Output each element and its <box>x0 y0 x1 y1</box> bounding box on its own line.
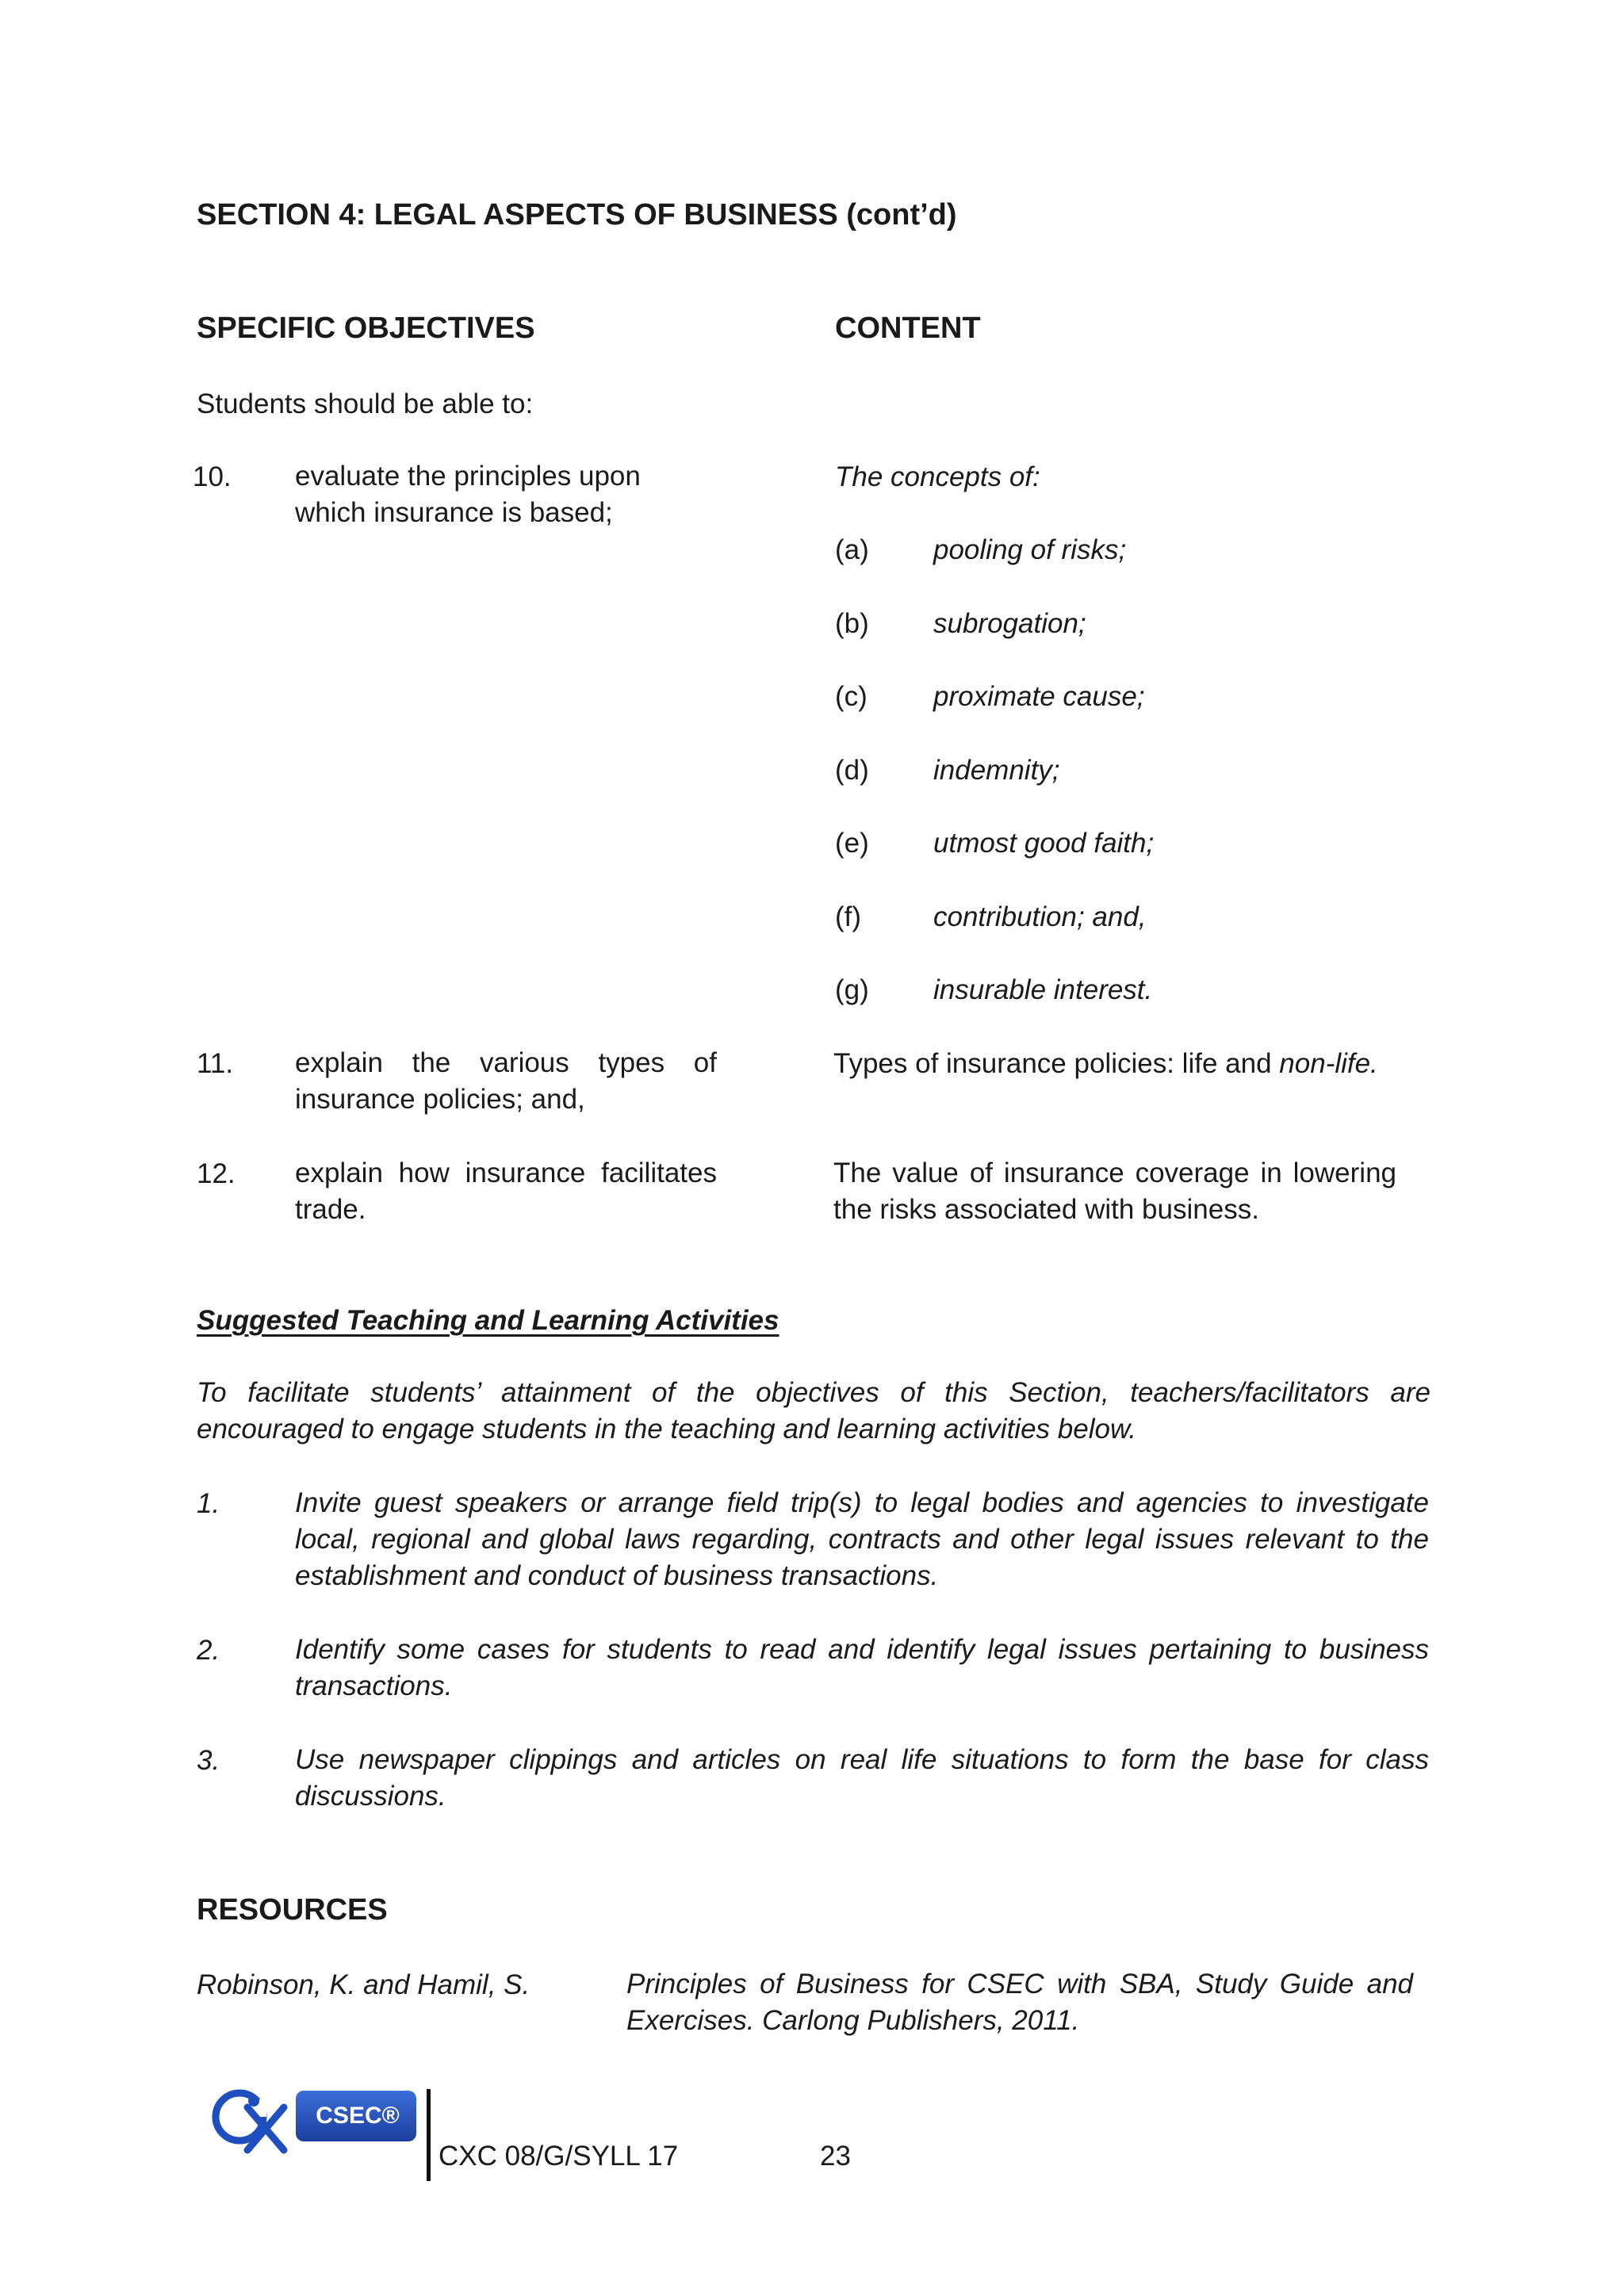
resources-heading: RESOURCES <box>197 1893 388 1927</box>
footer-divider <box>427 2089 431 2181</box>
page-number: 23 <box>820 2141 851 2172</box>
content-types-plain: Types of insurance policies: life and <box>833 1048 1280 1079</box>
resource-author: Robinson, K. and Hamil, S. <box>197 1969 530 2000</box>
content-item-text: insurable interest. <box>933 974 1153 1005</box>
activity-text: Invite guest speakers or arrange field trip(s) to legal bodies and agencies to investigate local, regional and global laws regarding, contracts and other legal issues relevant to the establishment and conduct of business transactions. <box>295 1487 1429 1591</box>
content-item-text: pooling of risks; <box>933 534 1127 565</box>
activity-number: 2. <box>197 1635 220 1666</box>
resource-title: Principles of Business for CSEC with SBA, Study Guide and Exercises. Carlong Publishers, 2011. <box>626 1969 1413 2036</box>
cxc-logo <box>208 2084 295 2156</box>
objective-text: explain how insurance facilitates trade. <box>295 1158 717 1225</box>
content-item-label: (b) <box>835 608 869 639</box>
content-item-label: (c) <box>835 681 868 712</box>
content-item-text: utmost good faith; <box>933 828 1155 859</box>
activities-heading: Suggested Teaching and Learning Activities <box>197 1305 779 1336</box>
content-item-text: subrogation; <box>933 608 1086 639</box>
content-item-text: indemnity; <box>933 755 1060 786</box>
content-item-label: (a) <box>835 534 869 565</box>
content-item-label: (f) <box>835 901 862 932</box>
activity-number: 1. <box>197 1488 220 1519</box>
content-item-text: proximate cause; <box>933 681 1145 712</box>
activity-number: 3. <box>197 1745 220 1776</box>
content-types-italic: non-life. <box>1279 1048 1378 1079</box>
objective-text: explain the various types of insurance policies; and, <box>295 1047 717 1115</box>
intro-text: Students should be able to: <box>197 388 534 419</box>
content-item-label: (g) <box>835 974 869 1005</box>
objective-text: evaluate the principles upon which insurance is based; <box>295 461 641 528</box>
activity-text: Identify some cases for students to read and identify legal issues pertaining to business transactions. <box>295 1634 1429 1701</box>
content-heading: CONTENT <box>835 312 981 345</box>
activity-text: Use newspaper clippings and articles on real life situations to form the base for class discussions. <box>295 1744 1429 1812</box>
syllabus-code: CXC 08/G/SYLL 17 <box>439 2141 679 2172</box>
content-item-label: (d) <box>835 755 869 786</box>
objective-number: 12. <box>197 1158 236 1189</box>
specific-objectives-heading: SPECIFIC OBJECTIVES <box>197 312 535 345</box>
content-item-label: (e) <box>835 828 869 859</box>
content-types <box>833 1048 1378 1080</box>
content-intro: The concepts of: <box>835 461 1040 492</box>
csec-badge: CSEC® <box>296 2091 416 2141</box>
content-value: The value of insurance coverage in lowering the risks associated with business. <box>833 1158 1396 1225</box>
objective-number: 11. <box>197 1048 234 1079</box>
objective-number: 10. <box>193 461 232 492</box>
activities-intro: To facilitate students’ attainment of the objectives of this Section, teachers/facilitators are encouraged to engage students in the teaching and learning activities below. <box>197 1377 1431 1445</box>
content-item-text: contribution; and, <box>933 901 1147 932</box>
section-title: SECTION 4: LEGAL ASPECTS OF BUSINESS (cont’d) <box>197 198 957 232</box>
